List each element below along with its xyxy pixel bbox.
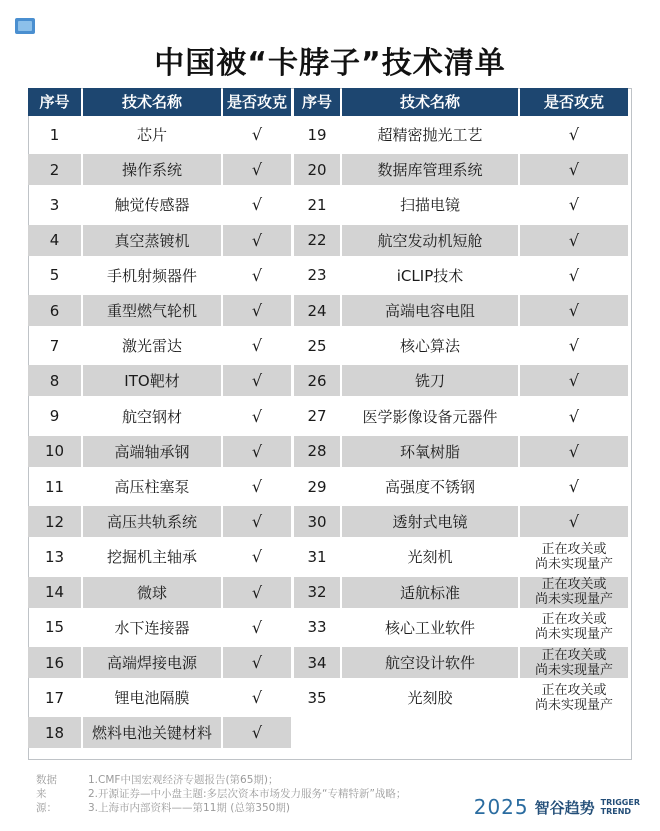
row-number: 34 [294, 647, 340, 678]
row-number: 5 [49, 266, 60, 285]
row-number: 4 [28, 225, 81, 256]
status-cell [520, 401, 628, 432]
check-mark-icon: √ [251, 582, 263, 602]
row-number: 30 [294, 506, 340, 537]
row-number: 8 [28, 365, 81, 396]
row-number: 18 [28, 717, 81, 748]
header-seq: 序号 [294, 88, 340, 116]
status-cell [520, 682, 628, 713]
check-mark-icon: √ [568, 336, 580, 356]
header-status: 是否攻克 [520, 88, 628, 116]
status-cell [223, 471, 291, 502]
tech-name: 航空钢材 [121, 407, 182, 426]
status-cell [223, 295, 291, 326]
status-text: 正在攻关或 [541, 541, 607, 557]
status-cell [520, 647, 628, 678]
check-mark-icon: √ [251, 371, 263, 391]
status-text: 正在攻关或 [541, 577, 607, 593]
tech-name: 高压柱塞泵 [114, 478, 190, 496]
status-text: 尚未实现量产 [534, 627, 613, 643]
status-text: 尚未实现量产 [534, 697, 613, 713]
status-text: 尚未实现量产 [534, 662, 613, 678]
corner-logo-icon [15, 18, 35, 34]
status-cell [223, 365, 291, 396]
status-cell [223, 541, 291, 572]
row-number: 11 [44, 477, 65, 496]
source-label: 数据来源： [36, 774, 57, 814]
brand-english [601, 798, 640, 816]
status-cell [520, 295, 628, 326]
row-number: 21 [307, 195, 327, 214]
check-mark-icon: √ [568, 230, 580, 250]
check-mark-icon: √ [568, 477, 580, 496]
check-mark-icon: √ [251, 512, 263, 532]
status-cell [223, 225, 291, 256]
status-cell [223, 612, 291, 643]
tech-name: 光刻胶 [407, 689, 453, 708]
tech-name: 扫描电镜 [399, 196, 460, 215]
tech-name: 激光雷达 [121, 337, 182, 356]
header-name: 技术名称 [83, 88, 221, 116]
check-mark-icon: √ [251, 301, 263, 320]
row-number: 25 [307, 336, 327, 355]
header-name: 技术名称 [342, 88, 518, 116]
row-number: 17 [44, 688, 65, 707]
row-number: 19 [307, 125, 327, 144]
check-mark-icon: √ [251, 336, 263, 356]
check-mark-icon: √ [568, 406, 580, 426]
row-number: 6 [28, 295, 81, 326]
tech-name: 环氧树脂 [342, 436, 518, 467]
status-cell [520, 189, 628, 220]
check-mark-icon: √ [568, 125, 580, 144]
tech-name: 高强度不锈钢 [384, 478, 475, 496]
check-mark-icon: √ [568, 160, 580, 180]
status-cell [223, 189, 291, 220]
check-mark-icon: √ [568, 512, 580, 532]
status-cell [520, 577, 628, 608]
tech-name: 铣刀 [342, 365, 518, 396]
status-cell [223, 330, 291, 361]
brand-english-line: TRIGGER [600, 798, 640, 807]
status-cell [520, 365, 628, 396]
tech-name: 适航标准 [342, 577, 518, 608]
row-number: 28 [294, 436, 340, 467]
tech-name: 重型燃气轮机 [83, 295, 221, 326]
tech-name: 数据库管理系统 [342, 154, 518, 185]
check-mark-icon: √ [568, 371, 580, 391]
tech-name: 航空发动机短舱 [342, 225, 518, 256]
tech-name: 医学影像设备元器件 [362, 407, 498, 426]
status-cell [223, 119, 291, 150]
tech-name: 高端轴承钢 [83, 436, 221, 467]
check-mark-icon: √ [251, 265, 263, 285]
status-cell [223, 577, 291, 608]
status-cell [223, 260, 291, 291]
check-mark-icon: √ [251, 617, 263, 637]
row-number: 14 [28, 577, 81, 608]
check-mark-icon: √ [251, 230, 263, 250]
tech-name: iCLIP技术 [396, 266, 464, 285]
status-cell [520, 436, 628, 467]
check-mark-icon: √ [251, 477, 263, 496]
check-mark-icon: √ [568, 441, 580, 461]
page-title: 中国被“卡脖子”技术清单 [154, 46, 506, 81]
check-mark-icon: √ [251, 195, 263, 215]
row-number: 27 [307, 407, 327, 426]
tech-name: 挖掘机主轴承 [106, 548, 197, 567]
status-text: 正在攻关或 [541, 647, 607, 663]
check-mark-icon: √ [251, 441, 263, 461]
tech-name: 核心算法 [399, 337, 460, 356]
source-line: 1.CMF中国宏观经济专题报告(第65期)； [88, 774, 279, 786]
status-cell [520, 260, 628, 291]
tech-name: 核心工业软件 [384, 618, 475, 637]
row-number: 32 [294, 577, 340, 608]
check-mark-icon: √ [568, 265, 580, 285]
row-number: 22 [294, 225, 340, 256]
tech-name: 航空设计软件 [342, 647, 518, 678]
status-cell [223, 401, 291, 432]
status-text: 正在攻关或 [541, 612, 607, 628]
row-number: 24 [294, 295, 340, 326]
tech-name: 触觉传感器 [114, 196, 190, 215]
check-mark-icon: √ [251, 406, 263, 426]
tech-name: 芯片 [136, 126, 167, 144]
header-seq: 序号 [28, 88, 81, 116]
brand-name: 智谷趋势 [534, 798, 595, 817]
check-mark-icon: √ [251, 688, 263, 708]
row-number: 31 [307, 547, 327, 566]
tech-name: 高压共轨系统 [83, 506, 221, 537]
check-mark-icon: √ [251, 125, 263, 144]
brand-logo [474, 795, 640, 819]
row-number: 12 [28, 506, 81, 537]
status-cell [520, 154, 628, 185]
tech-name: 高端电容电阻 [342, 295, 518, 326]
status-cell [520, 119, 628, 150]
tech-name: 高端焊接电源 [83, 647, 221, 678]
status-cell [223, 717, 291, 748]
tech-name: 透射式电镜 [342, 506, 518, 537]
check-mark-icon: √ [568, 195, 580, 215]
row-number: 29 [307, 477, 327, 496]
source-line: 3.上海市内部资料——第11期 (总第350期) [88, 802, 290, 814]
status-cell [223, 506, 291, 537]
row-number: 13 [44, 547, 65, 566]
row-number: 1 [49, 125, 60, 144]
check-mark-icon: √ [568, 301, 580, 320]
status-cell [223, 647, 291, 678]
status-cell [223, 154, 291, 185]
row-number: 7 [49, 336, 60, 355]
status-text: 尚未实现量产 [534, 592, 613, 608]
status-cell [520, 541, 628, 572]
row-number: 26 [294, 365, 340, 396]
status-text: 尚未实现量产 [534, 556, 613, 572]
tech-name: 锂电池隔膜 [114, 689, 190, 708]
row-number: 2 [28, 154, 81, 185]
row-number: 3 [49, 195, 60, 214]
status-cell [520, 506, 628, 537]
status-cell [520, 612, 628, 643]
header-status: 是否攻克 [223, 88, 291, 116]
source-line: 2.开源证券—中小盘主题:多层次资本市场发力服务“专精特新”战略； [88, 788, 407, 800]
tech-name: 真空蒸镀机 [83, 225, 221, 256]
tech-name: 微球 [83, 577, 221, 608]
row-number: 35 [307, 688, 327, 707]
row-number: 20 [294, 154, 340, 185]
brand-year: 2025 [473, 795, 529, 819]
row-number: 10 [28, 436, 81, 467]
row-number: 23 [307, 266, 327, 285]
check-mark-icon: √ [251, 160, 263, 180]
row-number: 15 [44, 618, 65, 637]
status-cell [223, 436, 291, 467]
status-cell [520, 471, 628, 502]
row-number: 16 [28, 647, 81, 678]
tech-name: 光刻机 [407, 548, 453, 567]
tech-name: 操作系统 [83, 154, 221, 185]
tech-name: ITO靶材 [83, 365, 221, 396]
check-mark-icon: √ [251, 723, 263, 743]
row-number: 33 [307, 618, 327, 637]
status-cell [223, 682, 291, 713]
check-mark-icon: √ [251, 653, 263, 672]
tech-name: 超精密抛光工艺 [377, 126, 483, 144]
status-cell [520, 225, 628, 256]
status-text: 正在攻关或 [541, 682, 607, 698]
brand-english-line: TREND [600, 807, 632, 816]
tech-name: 燃料电池关键材料 [83, 717, 221, 748]
check-mark-icon: √ [251, 547, 263, 567]
row-number: 9 [49, 407, 60, 426]
tech-name: 水下连接器 [114, 618, 190, 637]
tech-name: 手机射频器件 [106, 266, 197, 285]
status-cell [520, 330, 628, 361]
